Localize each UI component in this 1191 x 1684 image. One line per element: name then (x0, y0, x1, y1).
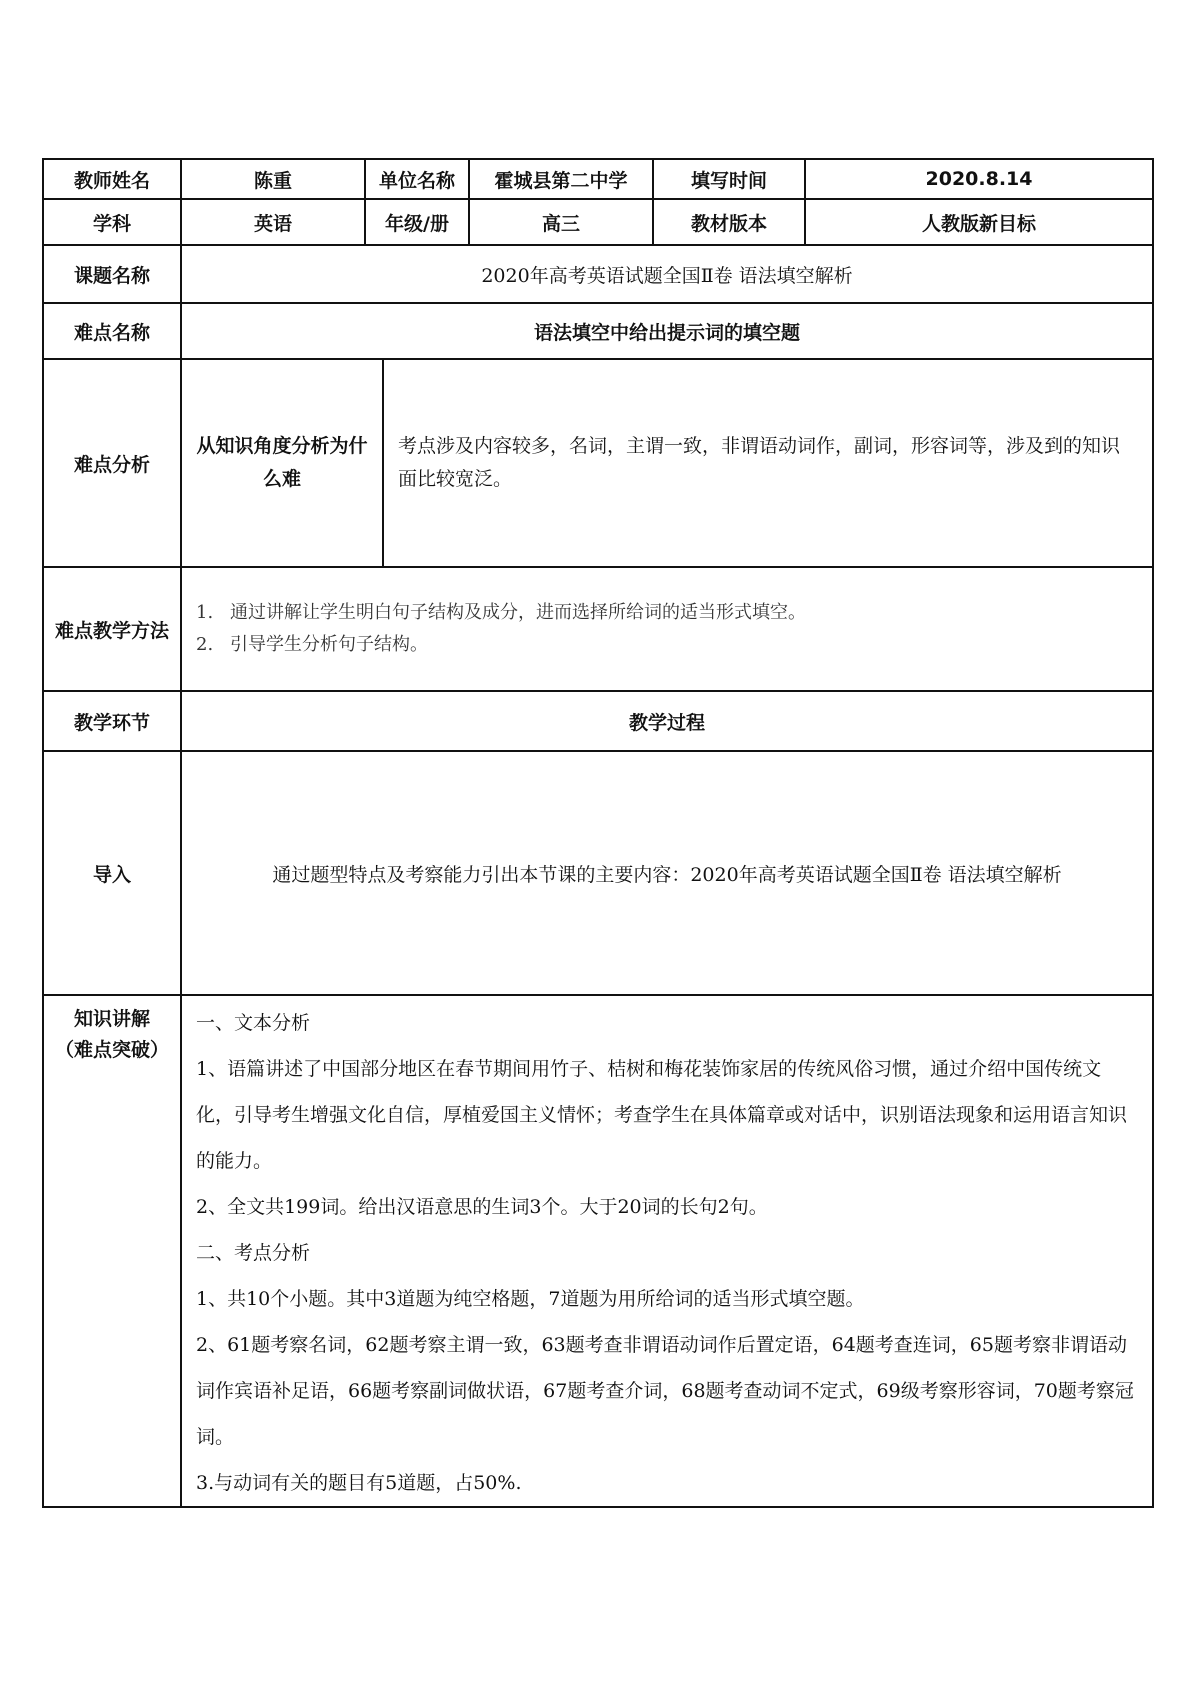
intro-text: 通过题型特点及考察能力引出本节课的主要内容：2020年高考英语试题全国Ⅱ卷 语法填空解析 (181, 751, 1153, 995)
method-list (182, 597, 1152, 661)
intro-label: 导入 (43, 751, 181, 995)
subject-label: 学科 (43, 199, 181, 245)
knowledge-paragraph: 3.与动词有关的题目有5道题，占50%. (196, 1472, 522, 1494)
topic-row (43, 245, 1153, 303)
analysis-content (181, 359, 1153, 567)
process-step-label: 教学环节 (43, 691, 181, 751)
intro-row (43, 751, 1153, 995)
knowledge-content (181, 995, 1153, 1507)
topic-label: 课题名称 (43, 245, 181, 303)
unit-name-value: 霍城县第二中学 (469, 159, 653, 199)
subject-value: 英语 (181, 199, 365, 245)
textbook-value: 人教版新目标 (805, 199, 1153, 245)
knowledge-label (43, 995, 181, 1507)
grade-label: 年级/册 (365, 199, 469, 245)
knowledge-label-line1: 知识讲解 (73, 1008, 150, 1030)
knowledge-paragraph: 1、语篇讲述了中国部分地区在春节期间用竹子、桔树和梅花装饰家居的传统风俗习惯，通过介绍中国传统文化，引导考生增强文化自信，厚植爱国主义情怀；考查学生在具体篇章或对话中，识别语法现象和运用语言知识的能力。 (196, 1058, 1128, 1172)
knowledge-paragraph: 2、61题考察名词，62题考察主谓一致，63题考查非谓语动词作后置定语，64题考查连词，65题考察非谓语动词作宾语补足语，66题考察副词做状语，67题考查介词，68题考查动词不定式，69级考察形容词，70题考察冠词。 (196, 1334, 1134, 1448)
unit-name-label: 单位名称 (365, 159, 469, 199)
difficulty-value: 语法填空中给出提示词的填空题 (181, 303, 1153, 359)
knowledge-row (43, 995, 1153, 1507)
analysis-sub-label: 从知识角度分析为什么难 (182, 360, 384, 566)
header-row-2 (43, 199, 1153, 245)
method-label: 难点教学方法 (43, 567, 181, 691)
lesson-plan-table (42, 158, 1154, 1508)
method-row (43, 567, 1153, 691)
difficulty-label: 难点名称 (43, 303, 181, 359)
analysis-label: 难点分析 (43, 359, 181, 567)
knowledge-paragraph: 一、文本分析 (196, 1012, 311, 1034)
fill-date-label: 填写时间 (653, 159, 805, 199)
list-item: 2. 引导学生分析句子结构。 (196, 634, 428, 655)
teacher-name-label: 教师姓名 (43, 159, 181, 199)
grade-value: 高三 (469, 199, 653, 245)
difficulty-row (43, 303, 1153, 359)
list-item: 1. 通过讲解让学生明白句子结构及成分，进而选择所给词的适当形式填空。 (196, 602, 806, 623)
textbook-label: 教材版本 (653, 199, 805, 245)
analysis-text: 考点涉及内容较多，名词，主谓一致，非谓语动词作，副词，形容词等，涉及到的知识面比较宽泛。 (398, 435, 1121, 490)
analysis-row (43, 359, 1153, 567)
knowledge-paragraph: 2、全文共199词。给出汉语意思的生词3个。大于20词的长句2句。 (196, 1196, 768, 1218)
header-row-1 (43, 159, 1153, 199)
fill-date-value: 2020.8.14 (805, 159, 1153, 199)
knowledge-paragraph: 1、共10个小题。其中3道题为纯空格题，7道题为用所给词的适当形式填空题。 (196, 1288, 865, 1310)
knowledge-label-line2: （难点突破） (54, 1039, 169, 1061)
topic-value: 2020年高考英语试题全国Ⅱ卷 语法填空解析 (181, 245, 1153, 303)
process-header-value: 教学过程 (181, 691, 1153, 751)
method-content (181, 567, 1153, 691)
teacher-name-value: 陈重 (181, 159, 365, 199)
knowledge-paragraph: 二、考点分析 (196, 1242, 311, 1264)
process-header-row (43, 691, 1153, 751)
